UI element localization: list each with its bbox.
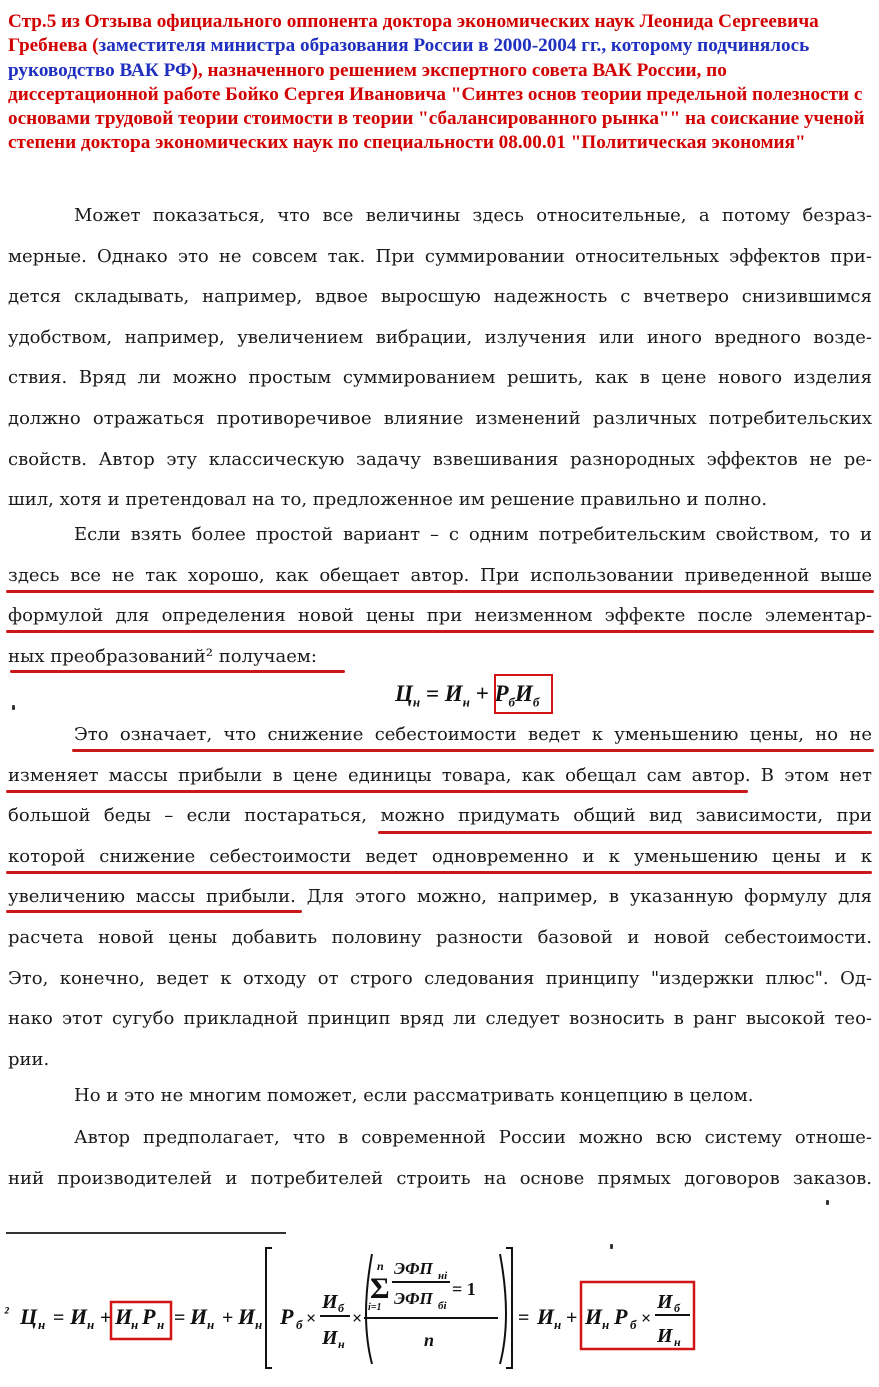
svg-text:Р: Р [614, 1304, 628, 1329]
formula-symbol: Ц [395, 681, 413, 706]
svg-text:н: н [338, 1337, 345, 1351]
svg-text:+: + [100, 1307, 112, 1329]
text-line: формулой для определения новой цены при неизменном эффекте после элементар- [8, 605, 872, 627]
text-line: Но и это не многим поможет, если рассматривать концепцию в целом. [74, 1085, 754, 1106]
svg-text:И: И [657, 1291, 673, 1313]
svg-text:н: н [157, 1317, 165, 1332]
svg-text:И: И [322, 1327, 338, 1349]
svg-text:И: И [190, 1304, 208, 1329]
header-text-red-continued: ), назначенного решением экспертного совета ВАК России, по диссертационной работе Бойко Сергея Ивановича "Синтез основ теории предельной полезности с основами трудовой теории стоимости в теории "сбалансированного рынка"" на соискание ученой степени доктора экономических наук по специальности 08.00.01 "Политическая экономия" [8, 59, 865, 154]
text-line: которой снижение себестоимости ведет одновременно и к уменьшению цены и к [8, 845, 872, 867]
text-line: дется складывать, например, вдвое выросшую надежность с вчетверо снизившимся [8, 286, 872, 308]
svg-text:×: × [641, 1308, 652, 1328]
text-line: изменяет массы прибыли в цене единицы товара, как обещал сам автор. В этом нет [8, 764, 872, 786]
text-line: Это, конечно, ведет к отходу от строго следования принципу "издержки плюс". Од- [8, 967, 872, 989]
svg-text:И: И [537, 1304, 555, 1329]
paragraph-2 [8, 515, 872, 677]
left-bracket [266, 1248, 272, 1368]
svg-text:Р: Р [280, 1304, 294, 1329]
svg-text:=: = [518, 1307, 530, 1329]
svg-text:И: И [238, 1304, 256, 1329]
footnote-separator [6, 1232, 286, 1234]
text-line: должно отражаться противоречивое влияние изменений различных потребительских [8, 407, 872, 429]
svg-text:б: б [296, 1317, 303, 1332]
svg-text:И: И [322, 1291, 338, 1313]
svg-text:б: б [630, 1317, 637, 1332]
svg-text:= 1: = 1 [452, 1279, 476, 1299]
text-line: увеличению массы прибыли. Для этого можно, например, в указанную формулу для [8, 886, 872, 908]
text-line: расчета новой цены добавить половину разности базовой и новой себестоимости. [8, 926, 872, 948]
scan-speck [826, 1200, 829, 1205]
text-line: большой беды – если постараться, можно придумать общий вид зависимости, при [8, 805, 872, 827]
svg-text:н: н [87, 1317, 95, 1332]
highlight-underline [6, 630, 874, 633]
footnote-mark: ² [4, 1305, 9, 1322]
highlight-box [494, 674, 553, 714]
svg-text:ЭФП: ЭФП [394, 1259, 433, 1278]
right-paren [500, 1254, 506, 1364]
text-line: ных преобразований² получаем: [8, 645, 317, 667]
text-line: мерные. Однако это не совсем так. При суммировании относительных эффектов при- [8, 245, 872, 267]
svg-text:н: н [207, 1317, 215, 1332]
text-line: свойств. Автор эту классическую задачу взвешивания разнородных эффектов не ре- [8, 448, 872, 470]
highlight-underline [6, 590, 874, 593]
svg-text:И: И [657, 1325, 673, 1347]
svg-text:+: + [222, 1307, 234, 1329]
review-header [8, 10, 872, 156]
svg-text:нi: нi [438, 1270, 448, 1282]
svg-text:И: И [585, 1304, 603, 1329]
header-text-red: Стр.5 из Отзыва официального оппонента доктора экономических наук Леонида Сергеевича Гребнева ( [8, 11, 819, 57]
svg-text:n: n [377, 1259, 384, 1273]
svg-text:ЭФП: ЭФП [394, 1289, 433, 1308]
svg-text:=: = [53, 1307, 65, 1329]
svg-text:н: н [602, 1317, 610, 1332]
svg-text:×: × [306, 1308, 317, 1328]
svg-text:б: б [338, 1301, 344, 1315]
text-line: шил, хотя и претендовал на то, предложенное им решение правильно и полно. [8, 489, 768, 511]
svg-text:+: + [566, 1307, 578, 1329]
highlight-underline [378, 831, 872, 834]
scan-speck [12, 705, 15, 710]
text-line: ствия. Вряд ли можно простым суммированием решить, как в цене нового изделия [8, 367, 872, 389]
highlight-underline [6, 910, 302, 913]
text-line: Если взять более простой вариант – с одним потребительским свойством, то и [74, 524, 872, 545]
svg-text:=: = [174, 1307, 186, 1329]
svg-text:×: × [352, 1308, 363, 1328]
svg-text:i=1: i=1 [368, 1302, 382, 1313]
text-line: Автор предполагает, что в современной России можно всю систему отноше- [74, 1127, 872, 1148]
text-line: рии. [8, 1048, 50, 1070]
text-line: удобством, например, увеличением вибрации, излучения или иного вредного возде- [8, 326, 872, 348]
formula-price: $Ц_н = И_н + Р_бИ_б$ [395, 681, 540, 710]
paragraph-5 [8, 1118, 872, 1199]
svg-text:И: И [115, 1304, 133, 1329]
svg-text:н: н [131, 1317, 139, 1332]
svg-text:Σ: Σ [370, 1272, 390, 1305]
svg-text:бi: бi [438, 1300, 447, 1312]
svg-text:Ц: Ц [20, 1304, 38, 1329]
paragraph-1 [8, 196, 872, 521]
header-text-blue: заместителя министра образования России в 2000-2004 гг., которому подчинялось руководство ВАК РФ [8, 35, 810, 81]
svg-text:н: н [255, 1317, 263, 1332]
svg-text:н: н [38, 1317, 46, 1332]
text-line: нако этот сугубо прикладной принцип вряд ли следует возносить в ранг высокой тео- [8, 1008, 872, 1030]
highlight-underline [6, 790, 748, 793]
paragraph-4 [8, 1076, 872, 1117]
text-line: Может показаться, что все величины здесь относительные, а потому безраз- [74, 205, 872, 226]
highlight-underline [6, 871, 872, 874]
svg-text:б: б [674, 1301, 680, 1315]
highlight-underline [72, 749, 874, 752]
footnote-formula [0, 1240, 879, 1380]
svg-text:Р: Р [142, 1304, 156, 1329]
svg-text:н: н [674, 1335, 681, 1349]
text-line: Это означает, что снижение себестоимости ведет к уменьшению цены, но не [74, 724, 872, 745]
text-line: ний производителей и потребителей строить на основе прямых договоров заказов. [8, 1167, 872, 1189]
text-line: здесь все не так хорошо, как обещает автор. При использовании приведенной выше [8, 564, 872, 586]
paragraph-3 [8, 715, 872, 1080]
svg-text:И: И [70, 1304, 88, 1329]
highlight-underline [10, 670, 345, 673]
svg-text:n: n [424, 1330, 435, 1350]
svg-text:н: н [554, 1317, 562, 1332]
